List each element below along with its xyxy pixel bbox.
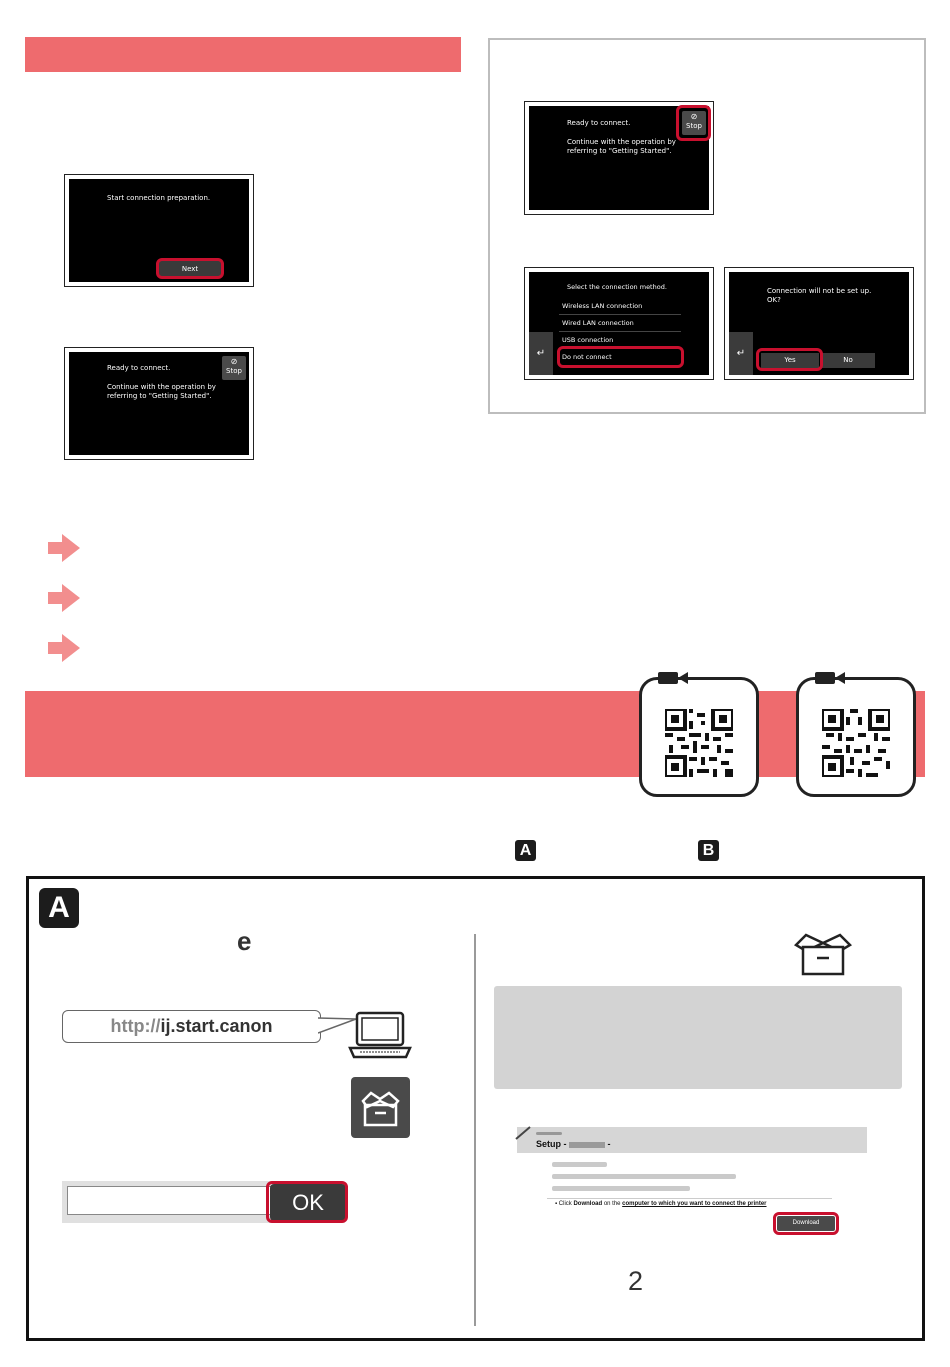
instruction-mid: on the	[603, 1201, 621, 1207]
menu-item-wired[interactable]: Wired LAN connection	[559, 315, 681, 332]
stop-icon: ⊘	[230, 357, 238, 366]
ready-box-line1: Ready to connect.	[567, 119, 631, 127]
ok-highlight	[266, 1181, 348, 1223]
no-button[interactable]	[821, 353, 875, 368]
printer-screen-ready	[64, 347, 254, 460]
section-header-bar	[25, 37, 461, 72]
instruction-prefix: Click	[558, 1201, 572, 1207]
camera-icon	[815, 670, 845, 686]
back-icon: ↵	[736, 348, 746, 359]
menu-item-do-not-connect[interactable]: Do not connect	[562, 353, 612, 361]
step-number: 2	[628, 1266, 644, 1296]
arrow-right-icon	[48, 534, 80, 562]
section-banner	[25, 691, 925, 777]
printer-screen-method	[524, 267, 714, 380]
blurred-os-name	[569, 1142, 605, 1148]
blurred-text	[552, 1186, 690, 1191]
yes-label: Yes	[784, 356, 796, 364]
ready-line2: Continue with the operation by	[107, 383, 216, 391]
web-page-mock	[512, 1125, 872, 1245]
download-instruction: ▪ Click Download on the computer to which you want to connect the printer	[555, 1201, 767, 1207]
header-corner-mark	[514, 1125, 534, 1141]
blurred-text	[552, 1162, 607, 1167]
back-button[interactable]	[529, 332, 553, 375]
yes-highlight	[756, 348, 823, 371]
stop-label: Stop	[226, 367, 242, 375]
stop-icon: ⊘	[690, 112, 698, 121]
instruction-bold: Download	[573, 1201, 603, 1207]
qr-card-1	[639, 677, 759, 797]
url-prefix: http://	[110, 1016, 161, 1036]
qr-card-2	[796, 677, 916, 797]
download-label: Download	[792, 1220, 820, 1226]
back-icon: ↵	[536, 348, 546, 359]
arrow-right-icon	[48, 584, 80, 612]
printer-screen-confirm	[724, 267, 914, 380]
method-title: Select the connection method.	[567, 283, 667, 291]
printer-screen-start-prep	[64, 174, 254, 287]
download-highlight	[773, 1212, 839, 1235]
label-b-badge: B	[698, 840, 719, 861]
next-button-label: Next	[181, 265, 199, 273]
setup-title-text: Setup -	[536, 1139, 567, 1149]
back-button[interactable]	[729, 332, 753, 375]
next-highlight	[156, 258, 224, 279]
ready-line3: referring to "Getting Started".	[107, 392, 212, 400]
no-label: No	[843, 356, 853, 364]
instruction-link[interactable]: computer to which you want to connect the printer	[622, 1201, 767, 1207]
edge-browser-icon: e	[237, 926, 252, 956]
ok-label: OK	[292, 1190, 324, 1215]
blurred-text	[552, 1174, 736, 1179]
confirm-line1: Connection will not be set up.	[767, 287, 872, 295]
model-input[interactable]	[67, 1186, 272, 1215]
web-divider	[547, 1198, 832, 1199]
laptop-icon	[348, 1010, 412, 1060]
stop-highlight	[676, 105, 711, 141]
panel-divider	[474, 934, 476, 1326]
info-box	[494, 986, 902, 1089]
ready-box-line2: Continue with the operation by	[567, 138, 676, 146]
panel-a-badge: A	[39, 888, 79, 928]
blurred-text	[536, 1132, 562, 1135]
menu-item-usb[interactable]: USB connection	[559, 332, 681, 349]
stop-button[interactable]	[222, 356, 246, 380]
url-bubble	[62, 1010, 321, 1043]
url-host: ij.start.canon	[160, 1016, 273, 1036]
label-a-badge: A	[515, 840, 536, 861]
menu-item-wireless[interactable]: Wireless LAN connection	[559, 298, 681, 315]
arrow-right-icon	[48, 634, 80, 662]
stop-label: Stop	[686, 122, 702, 130]
confirm-line2: OK?	[767, 296, 781, 304]
box-icon	[790, 931, 856, 977]
do-not-connect-highlight	[557, 346, 684, 368]
qr-code-icon	[822, 709, 890, 777]
ready-line1: Ready to connect.	[107, 364, 171, 372]
ready-box-line3: referring to "Getting Started".	[567, 147, 672, 155]
screen-message: Start connection preparation.	[107, 194, 211, 202]
qr-code-icon	[665, 709, 733, 777]
box-icon	[351, 1077, 410, 1138]
setup-title-suffix: -	[607, 1139, 611, 1149]
setup-title	[536, 1139, 611, 1149]
camera-icon	[658, 670, 688, 686]
printer-screen-ready-box	[524, 101, 714, 215]
